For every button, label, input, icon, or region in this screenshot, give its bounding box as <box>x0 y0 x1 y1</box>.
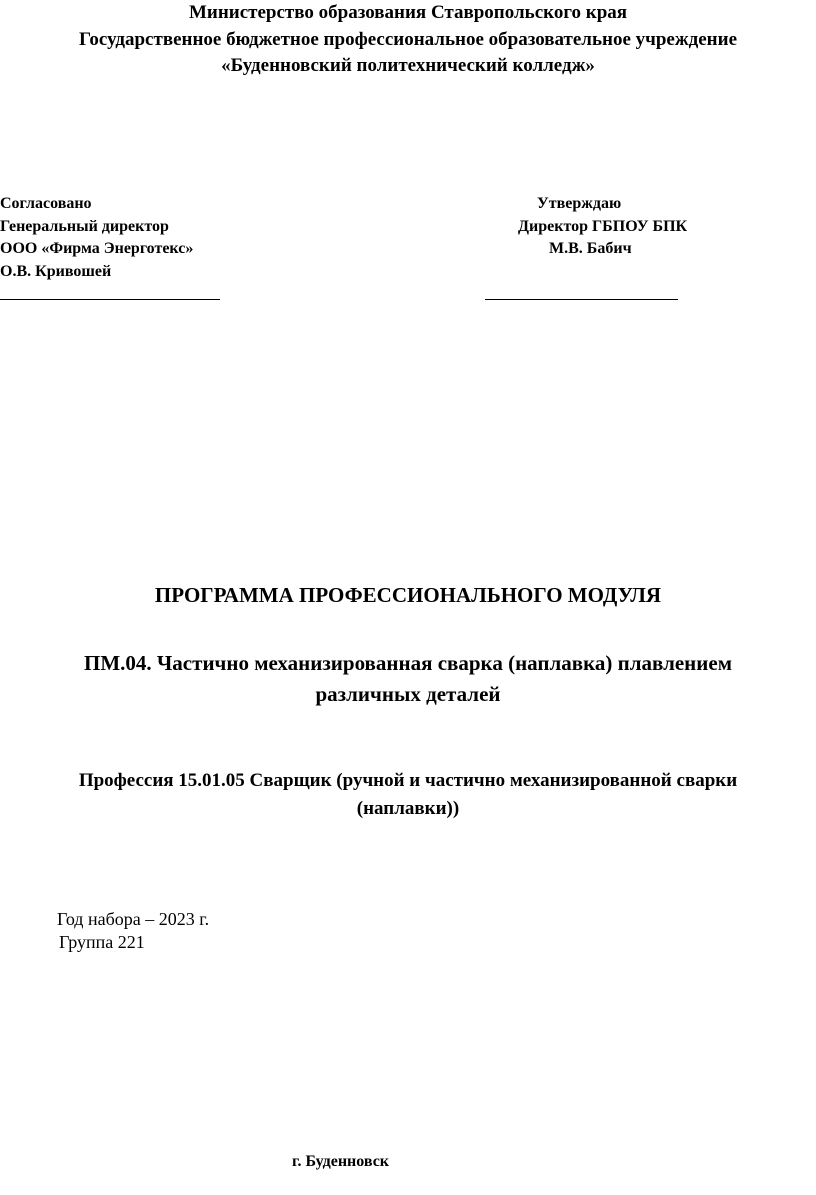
approver-left-name: О.В. Кривошей <box>0 263 112 280</box>
signature-line-right <box>485 299 678 300</box>
profession-line1: Профессия 15.01.05 Сварщик (ручной и частично механизированной сварки <box>78 770 738 791</box>
approve-label: Утверждаю <box>537 195 622 212</box>
profession-line2: (наплавки)) <box>356 798 460 819</box>
city: г. Буденновск <box>292 1153 390 1170</box>
module-title-line1: ПМ.04. Частично механизированная сварка (наплавка) плавлением <box>83 651 733 675</box>
approver-left-organization: ООО «Фирма Энерготекс» <box>0 240 194 257</box>
ministry-name: Министерство образования Ставропольского края <box>188 2 628 23</box>
group-number: Группа 221 <box>59 932 145 952</box>
approver-right-name: М.В. Бабич <box>549 240 632 257</box>
approver-right-position: Директор ГБПОУ БПК <box>518 218 688 235</box>
institution-type: Государственное бюджетное профессиональное образовательное учреждение <box>78 29 738 50</box>
college-name: «Буденновский политехнический колледж» <box>221 55 595 76</box>
approved-label: Согласовано <box>0 195 92 212</box>
intake-year: Год набора – 2023 г. <box>57 909 210 929</box>
approver-left-position: Генеральный директор <box>0 218 169 235</box>
program-title: ПРОГРАММА ПРОФЕССИОНАЛЬНОГО МОДУЛЯ <box>154 583 662 607</box>
module-title-line2: различных деталей <box>315 682 501 706</box>
signature-line-left <box>0 299 220 300</box>
